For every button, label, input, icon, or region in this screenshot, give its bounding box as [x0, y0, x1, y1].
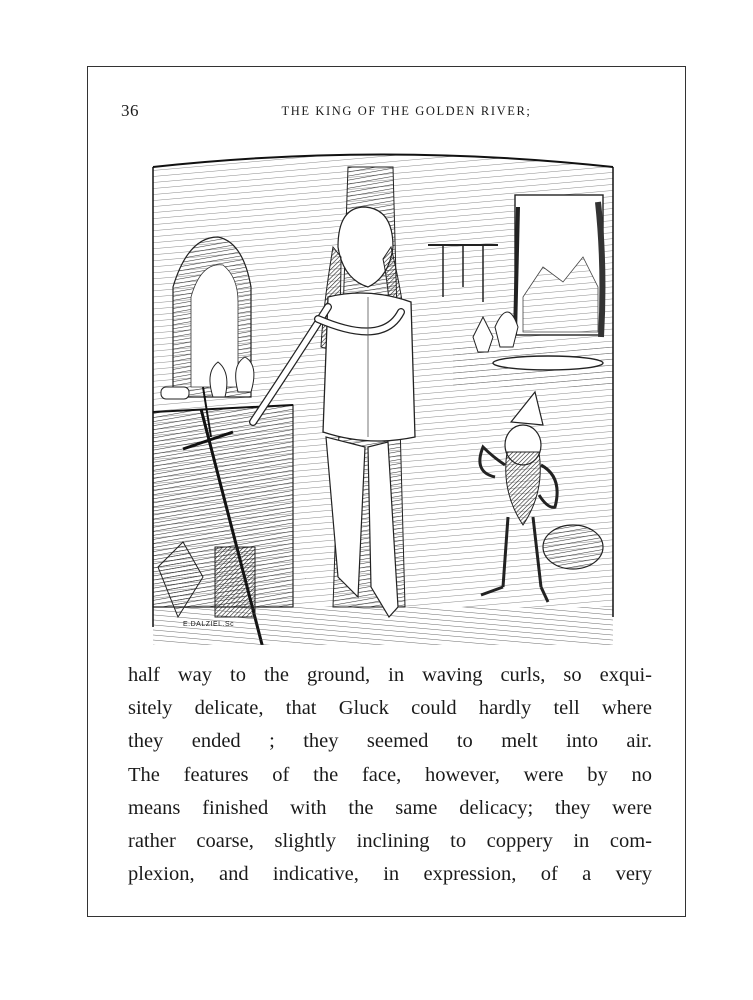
- body-text: [128, 659, 652, 891]
- text-line: sitely delicate, that Gluck could hardly tell where: [128, 697, 652, 720]
- platter: [493, 356, 603, 370]
- floor-vessel: [215, 547, 255, 617]
- scroll: [161, 387, 189, 399]
- engraving-drawing: [143, 147, 623, 645]
- engraving-illustration: [143, 147, 623, 645]
- running-head: [88, 101, 685, 123]
- text-line: plexion, and indicative, in expression, of a very: [128, 863, 652, 886]
- text-line: they ended ; they seemed to melt into air.: [128, 730, 652, 753]
- text-line: half way to the ground, in waving curls, so exqui-: [128, 664, 652, 686]
- text-line: rather coarse, slightly inclining to coppery in com-: [128, 829, 652, 852]
- text-line: The features of the face, however, were by no: [128, 763, 652, 786]
- text-line: means finished with the same delicacy; they were: [128, 796, 652, 819]
- engraver-signature: E.DALZIEL.Sc: [183, 621, 235, 628]
- page-number: 36: [121, 101, 139, 120]
- running-title: THE KING OF THE GOLDEN RIVER;: [281, 104, 532, 118]
- page-frame: [87, 66, 686, 917]
- basket: [543, 525, 603, 569]
